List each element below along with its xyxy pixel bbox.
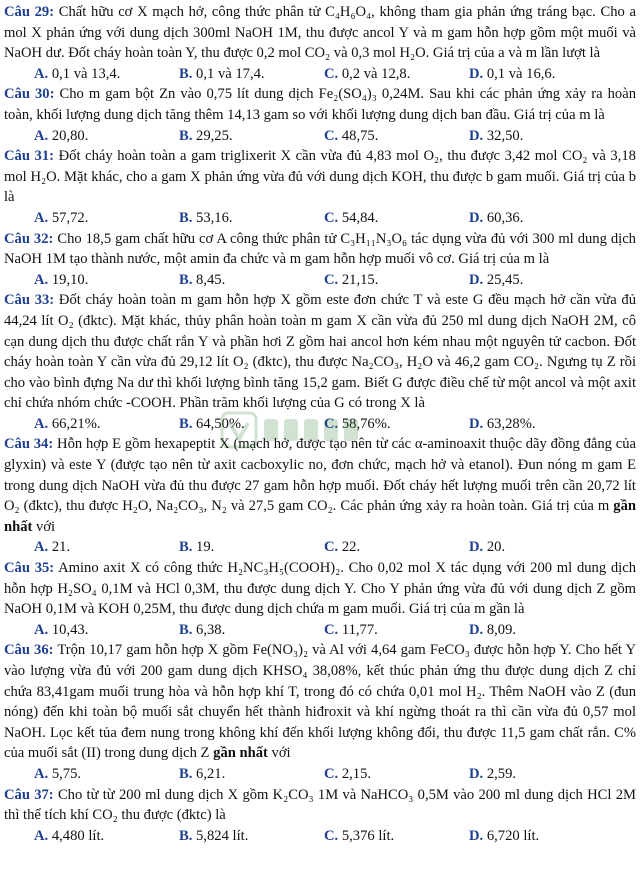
question-text: Amino axit X có công thức H₂NC₃H₅(COOH)₂. Cho 0,02 mol X tác dụng với 200 ml dung dịch hỗn hợp H₂SO₄ 0,1M và HCl 0,3M, thu được dung dịch Y. Cho Y phản ứng vừa đủ với dung dịch Z gồm NaOH 0,1M và KOH 0,25M, thu được dung dịch chứa m gam muối. Giá trị của m gần là: [4, 560, 637, 618]
option-c[interactable]: [324, 537, 469, 558]
option-letter: A.: [34, 271, 49, 288]
option-b[interactable]: [179, 64, 324, 85]
option-letter: D.: [469, 539, 484, 556]
question-text: Cho 18,5 gam chất hữu cơ A công thức phân tử C₃H₁₁N₃O₆ tác dụng vừa đủ với 300 ml dung dịch NaOH 1M tạo thành nước, một amin đa chức và m gam hỗn hợp muối vô cơ. Giá trị của m là: [4, 230, 636, 268]
question-number: Câu 34:: [4, 436, 54, 453]
question-33: [4, 290, 636, 434]
option-letter: B.: [179, 765, 193, 782]
option-letter: C.: [324, 621, 339, 638]
option-text: 5,75.: [51, 765, 82, 782]
option-letter: D.: [469, 127, 484, 144]
option-letter: A.: [34, 415, 49, 432]
question-text: Cho m gam bột Zn vào 0,75 lít dung dịch Fe₂(SO₄)₃ 0,24M. Sau khi các phản ứng xảy ra hoàn toàn, khối lượng dung dịch tăng thêm 14,13 gam so với khối lượng dung dịch ban đầu. Giá trị của m là: [4, 86, 636, 123]
answer-options: [4, 414, 636, 435]
option-b[interactable]: [179, 270, 324, 291]
question-31: [4, 146, 636, 228]
option-letter: A.: [34, 127, 49, 144]
option-text: 0,2 và 12,8.: [341, 65, 411, 82]
option-a[interactable]: [34, 208, 179, 229]
option-text: 53,16.: [196, 209, 233, 226]
option-text: 0,1 và 17,4.: [196, 65, 265, 82]
question-text: Hỗn hợp E gồm hexapeptit X (mạch hở, được tạo nên từ các α-aminoaxit thuộc dãy đồng đẳng của glyxin) và este Y (được tạo nên từ axit cacboxylic no, đơn chức, mạch hở và etanol). Đun nóng m gam E trong dung dịch NaOH vừa đủ thu được 27 gam hỗn hợp muối. Đốt cháy hết lượng muối trên cần 20,72 lít O₂ (đktc), thu được H₂O, Na₂CO₃, N₂ và 27,5 gam CO₂. Các phản ứng xảy ra hoàn toàn. Giá trị của m: [4, 436, 637, 515]
option-text: 10,43.: [51, 621, 89, 638]
option-a[interactable]: [34, 537, 179, 558]
option-letter: A.: [34, 827, 49, 844]
question-stem: [4, 84, 636, 125]
option-text: 20,80.: [51, 127, 89, 144]
question-stem: [4, 640, 636, 764]
question-stem: [4, 290, 636, 414]
answer-options: [4, 620, 636, 641]
question-text: Đốt cháy hoàn toàn m gam hỗn hợp X gồm este đơn chức T và este G đều mạch hở cần vừa đủ 44,24 lít O₂ (đktc). Mặt khác, thủy phân hoàn toàn m gam X cần vừa đủ 250 ml dung dịch NaOH 2M, cô cạn dung dịch thu được chất rắn Y và phần hơi Z gồm hai ancol hơn kém nhau một nguyên tử cacbon. Đốt cháy hoàn toàn Y cần vừa đủ 29,12 lít O₂ (đktc), thu được Na₂CO₃, H₂O và 46,2 gam CO₂. Ngưng tụ Z rồi cho vào bình đựng Na dư thì khối lượng bình tăng 15,2 gam. Biết G được điều chế từ một ancol và một axit chỉ chứa nhóm chức -COOH. Phần trăm khối lượng của G có trong X là: [4, 292, 636, 412]
option-text: 0,1 và 13,4.: [51, 65, 121, 82]
option-letter: C.: [324, 127, 339, 144]
option-text: 4,480 lít.: [51, 827, 105, 844]
option-letter: B.: [179, 539, 193, 556]
option-text: 8,09.: [486, 621, 517, 638]
option-a[interactable]: [34, 620, 179, 641]
option-letter: D.: [469, 209, 484, 226]
option-text: 6,21.: [196, 765, 226, 782]
option-text: 57,72.: [51, 209, 89, 226]
option-letter: C.: [324, 827, 339, 844]
option-a[interactable]: [34, 826, 179, 847]
option-b[interactable]: [179, 414, 324, 435]
option-text: 5,824 lít.: [196, 827, 249, 844]
option-letter: A.: [34, 65, 49, 82]
option-c[interactable]: [324, 414, 469, 435]
option-letter: D.: [469, 271, 484, 288]
answer-options: [4, 537, 636, 558]
question-text: Chất hữu cơ X mạch hở, công thức phân tử C₄H₆O₄, không tham gia phản ứng tráng bạc. Cho a mol X phản ứng với dung dịch 300ml NaOH 1M, thu được ancol Y và m gam hỗn hợp gồm một muối và NaOH dư. Đốt cháy hoàn toàn Y, thu được 0,2 mol CO₂ và 0,3 mol H₂O. Giá trị của a và m lần lượt là: [4, 4, 636, 62]
option-letter: C.: [324, 271, 339, 288]
option-letter: D.: [469, 621, 484, 638]
option-text: 5,376 lít.: [341, 827, 395, 844]
option-letter: C.: [324, 765, 339, 782]
question-emphasis: gần nhất: [213, 745, 268, 762]
option-c[interactable]: [324, 126, 469, 147]
option-c[interactable]: [324, 620, 469, 641]
option-letter: C.: [324, 539, 339, 556]
question-number: Câu 33:: [4, 292, 55, 309]
option-text: 32,50.: [486, 127, 524, 144]
answer-options: [4, 270, 636, 291]
option-a[interactable]: [34, 764, 179, 785]
answer-options: [4, 126, 636, 147]
question-number: Câu 36:: [4, 642, 54, 659]
question-29: [4, 2, 636, 84]
option-a[interactable]: [34, 414, 179, 435]
question-number: Câu 32:: [4, 230, 54, 247]
option-c[interactable]: [324, 208, 469, 229]
option-text: 29,25.: [196, 127, 233, 144]
question-text: Đốt cháy hoàn toàn a gam triglixerit X cần vừa đủ 4,83 mol O₂, thu được 3,42 mol CO₂ và 3,18 mol H₂O. Mặt khác, cho a gam X phản ứng vừa đủ với dung dịch KOH, thu được b gam muối. Giá trị của b là: [4, 148, 636, 206]
option-letter: A.: [34, 765, 49, 782]
option-letter: B.: [179, 127, 193, 144]
option-letter: A.: [34, 621, 49, 638]
question-number: Câu 30:: [4, 86, 55, 103]
option-text: 22.: [341, 539, 361, 556]
option-letter: B.: [179, 415, 193, 432]
answer-options: [4, 64, 636, 85]
option-letter: C.: [324, 65, 339, 82]
option-d[interactable]: [469, 826, 614, 847]
option-d[interactable]: [469, 208, 614, 229]
answer-options: [4, 764, 636, 785]
option-text: 64,50%.: [196, 415, 245, 432]
option-letter: B.: [179, 271, 193, 288]
option-letter: B.: [179, 621, 193, 638]
option-d[interactable]: [469, 537, 614, 558]
option-letter: D.: [469, 415, 484, 432]
option-b[interactable]: [179, 537, 324, 558]
question-number: Câu 37:: [4, 786, 54, 803]
question-number: Câu 35:: [4, 560, 55, 577]
option-a[interactable]: [34, 126, 179, 147]
option-text: 63,28%.: [486, 415, 536, 432]
option-c[interactable]: [324, 64, 469, 85]
question-stem: [4, 558, 636, 620]
option-letter: C.: [324, 209, 339, 226]
option-a[interactable]: [34, 270, 179, 291]
question-35: [4, 558, 636, 640]
option-c[interactable]: [324, 764, 469, 785]
option-text: 2,59.: [486, 765, 517, 782]
option-letter: D.: [469, 65, 484, 82]
option-letter: B.: [179, 65, 193, 82]
question-text: Cho từ từ 200 ml dung dịch X gồm K₂CO₃ 1M và NaHCO₃ 0,5M vào 200 ml dung dịch HCl 2M thì thể tích khí CO₂ thu được (đktc) là: [4, 786, 636, 824]
option-text: 11,77.: [341, 621, 378, 638]
answer-options: [4, 826, 636, 847]
question-number: Câu 31:: [4, 148, 55, 165]
option-letter: A.: [34, 209, 49, 226]
question-stem: [4, 2, 636, 64]
option-letter: A.: [34, 539, 49, 556]
question-30: [4, 84, 636, 146]
option-text: 54,84.: [341, 209, 379, 226]
question-stem: [4, 434, 636, 537]
option-text: 60,36.: [486, 209, 524, 226]
option-d[interactable]: [469, 764, 614, 785]
question-number: Câu 29:: [4, 4, 55, 20]
option-text: 21,15.: [341, 271, 379, 288]
option-b[interactable]: [179, 620, 324, 641]
option-letter: D.: [469, 765, 484, 782]
option-d[interactable]: [469, 126, 614, 147]
answer-options: [4, 208, 636, 229]
question-text-tail: với: [36, 518, 56, 535]
option-d[interactable]: [469, 414, 614, 435]
option-c[interactable]: [324, 826, 469, 847]
question-stem: [4, 785, 636, 826]
question-text: Trộn 10,17 gam hỗn hợp X gồm Fe(NO₃)₂ và Al với 4,64 gam FeCO₃ được hỗn hợp Y. Cho hết Y vào lượng vừa đủ với 200 gam dung dịch KHSO₄ 38,08%, kết thúc phản ứng thu được dung dịch Z chỉ chứa 83,41gam muối trung hòa và hỗn hợp khí T, trong đó có chứa 0,01 mol H₂. Thêm NaOH vào Z (đun nóng) đến khi toàn bộ muối sắt chuyển hết thành hiđroxit và khí ngừng thoát ra thì cần vừa đủ 0,57 mol NaOH. Lọc kết tủa đem nung trong không khí đến khối lượng không đổi, thu được 11,5 gam chất rắn. C% của muối sắt (II) trong dung dịch Z: [4, 642, 636, 762]
option-b[interactable]: [179, 126, 324, 147]
option-text: 25,45.: [486, 271, 524, 288]
option-c[interactable]: [324, 270, 469, 291]
option-letter: C.: [324, 415, 339, 432]
option-d[interactable]: [469, 270, 614, 291]
question-stem: [4, 146, 636, 208]
question-32: [4, 229, 636, 291]
option-letter: B.: [179, 209, 193, 226]
question-emphasis: gần nhất: [4, 498, 636, 535]
option-b[interactable]: [179, 826, 324, 847]
option-text: 48,75.: [341, 127, 379, 144]
option-text: 0,1 và 16,6.: [486, 65, 556, 82]
option-text: 19.: [196, 539, 215, 556]
option-b[interactable]: [179, 208, 324, 229]
option-text: 58,76%.: [341, 415, 391, 432]
question-34: [4, 434, 636, 558]
option-a[interactable]: [34, 64, 179, 85]
option-text: 66,21%.: [51, 415, 101, 432]
option-text: 20.: [486, 539, 506, 556]
option-d[interactable]: [469, 620, 614, 641]
option-d[interactable]: [469, 64, 614, 85]
option-text: 19,10.: [51, 271, 89, 288]
question-36: [4, 640, 636, 784]
option-text: 21.: [51, 539, 71, 556]
option-text: 2,15.: [341, 765, 372, 782]
option-text: 8,45.: [196, 271, 226, 288]
option-letter: D.: [469, 827, 484, 844]
option-text: 6,720 lít.: [486, 827, 540, 844]
question-text-tail: với: [271, 745, 291, 762]
question-37: [4, 785, 636, 847]
option-letter: B.: [179, 827, 193, 844]
option-text: 6,38.: [196, 621, 226, 638]
option-b[interactable]: [179, 764, 324, 785]
question-stem: [4, 229, 636, 270]
